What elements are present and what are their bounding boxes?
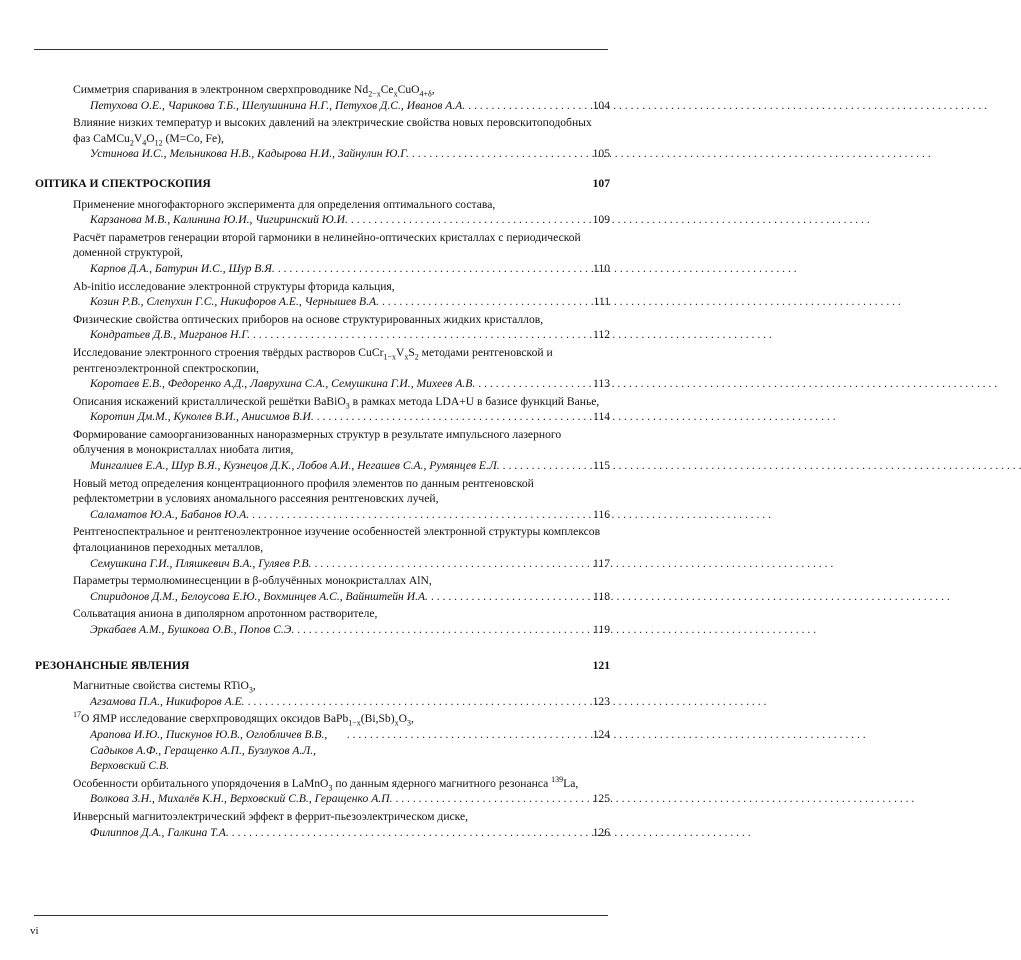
entry-title: Рентгеноспектральное и рентгеноэлектронное изучение особенностей электронной структуры комплексов фталоцианинов переходных металлов,	[73, 525, 601, 555]
dot-leader	[347, 727, 587, 743]
section-page: 121	[592, 658, 610, 672]
toc-entry	[54, 427, 610, 474]
toc-entry	[54, 606, 610, 637]
entry-page: 113	[593, 377, 610, 391]
toc-entry	[54, 524, 610, 571]
entry-authors: Семушкина Г.И., Пляшкевич В.А., Гуляев Р.В.	[90, 556, 312, 570]
entry-page: 116	[593, 507, 610, 521]
entry-page: 117	[593, 556, 610, 570]
entry-title: Инверсный магнитоэлектрический эффект в феррит-пьезоэлектрическом диске,	[73, 809, 469, 823]
entry-title: $^{17}$O ЯМР исследование сверхпроводящих оксидов $BaPb_{1-x}(Bi,Sb)_xO_3$,	[73, 710, 414, 728]
toc-entry	[54, 197, 610, 228]
toc-entry	[54, 230, 610, 277]
section-heading	[35, 658, 610, 674]
entry-authors: Спиридонов Д.М., Белоусова Е.Ю., Вохминцев А.С., Вайнштейн И.А.	[90, 589, 428, 603]
entry-page: 126	[592, 825, 610, 839]
entry-title: Исследование электронного строения твёрдых растворов $CuCr_{1-x}V_xS_2$ методами рентгеновской и рентгеноэлектронной спектроскопии,	[73, 345, 553, 375]
entry-page: 109	[592, 213, 610, 227]
entry-authors: Саламатов Ю.А., Бабанов Ю.А.	[90, 507, 250, 521]
entry-page: 110	[593, 261, 610, 275]
entry-page: 105	[592, 147, 610, 161]
entry-authors: Арапова И.Ю., Пискунов Ю.В., Оглобличев В.В., Садыков А.Ф., Геращенко А.П., Бузлуков А.Л., Верховский С.В.	[90, 727, 328, 773]
dot-leader	[431, 589, 587, 605]
entry-authors: Кондратьев Д.В., Мигранов Н.Г.	[90, 328, 250, 342]
bottom-rule	[34, 915, 608, 916]
toc-entry	[54, 678, 610, 709]
entry-page: 119	[593, 623, 610, 636]
dot-leader	[395, 791, 587, 807]
dot-leader	[248, 694, 587, 710]
section-title: РЕЗОНАНСНЫЕ ЯВЛЕНИЯ	[35, 658, 190, 672]
toc-content	[35, 82, 610, 842]
dot-leader	[278, 261, 587, 277]
toc-entry	[54, 776, 610, 807]
entry-title: Влияние низких температур и высоких давлений на электрические свойства новых перовскитоподобных фаз $CaMCu_2V_4O_{12}$ (M=Co, Fe),	[73, 116, 592, 148]
entry-page: 112	[593, 328, 610, 342]
entry-title: Применение многофакторного эксперимента для определения оптимального состава,	[73, 197, 496, 211]
entry-authors: Козин Р.В., Слепухин Г.С., Никифоров А.Е., Чернышев В.А.	[90, 295, 379, 309]
entry-authors: Коротин Дм.М., Куколев В.И., Анисимов В.И.	[90, 410, 314, 424]
entry-title: Расчёт параметров генерации второй гармоники в нелинейно-оптических кристаллах с периодической доменной структурой,	[73, 230, 581, 260]
toc-entry	[54, 711, 610, 773]
dot-leader	[412, 146, 587, 162]
dot-leader	[468, 98, 587, 114]
dot-leader	[317, 409, 587, 425]
entry-title: Новый метод определения концентрационного профиля элементов по данным рентгеновской рефлектометрии в условиях аномального рассеяния рентгеновских лучей,	[73, 476, 534, 506]
entry-page: 111	[593, 295, 610, 309]
page-number: vi	[30, 925, 39, 937]
entry-title: Физические свойства оптических приборов на основе структурированных жидких кристаллов,	[73, 312, 544, 326]
toc-entry	[54, 312, 610, 343]
toc-entry	[54, 279, 610, 310]
dot-leader	[314, 556, 587, 572]
entry-authors: Устинова И.С., Мельникова Н.В., Кадырова Н.И., Зайнулин Ю.Г.	[90, 147, 409, 161]
entry-authors: Карзанова М.В., Калинина Ю.И., Чигиринский Ю.И.	[90, 213, 348, 227]
dot-leader	[351, 212, 587, 228]
top-rule	[34, 49, 608, 50]
dot-leader	[232, 825, 587, 841]
entry-page: 118	[593, 589, 610, 603]
dot-leader	[253, 327, 587, 343]
entry-authors: Волкова З.Н., Михалёв К.Н., Верховский С.В., Геращенко А.П.	[90, 792, 393, 806]
entry-title: Формирование самоорганизованных наноразмерных структур в результате импульсного лазерного облучения в монокристаллах ниобата лития,	[73, 427, 562, 457]
entry-title: Описания искажений кристаллической решётки BaBiO$_3$ в рамках метода LDA+U в базисе функций Ванье,	[73, 394, 600, 410]
entry-page: 114	[593, 410, 610, 424]
dot-leader	[382, 294, 587, 310]
toc-entry	[54, 809, 610, 840]
entry-title: Сольватация аниона в диполярном апротонном растворителе,	[73, 607, 378, 621]
entry-page: 123	[592, 694, 610, 708]
entry-page: 125	[592, 792, 610, 806]
entry-title: Магнитные свойства системы RTiO$_3$,	[73, 679, 256, 695]
entry-authors: Мингалиев Е.А., Шур В.Я., Кузнецов Д.К., Лобов А.И., Негашев С.А., Румянцев Е.Л.	[90, 459, 500, 473]
section-heading	[35, 176, 610, 192]
entry-title: Особенности орбитального упорядочения в LaMnO$_3$ по данным ядерного магнитного резонанса $^{139}$La,	[73, 774, 579, 793]
dot-leader	[252, 507, 587, 523]
toc-entry	[54, 476, 610, 523]
entry-page: 115	[593, 459, 610, 473]
toc-entry	[54, 573, 610, 604]
entry-authors: Коротаев Е.В., Федоренко А.Д., Лаврухина С.А., Семушкина Г.И., Михеев А.В.	[90, 377, 476, 391]
entry-authors: Петухова О.Е., Чарикова Т.Б., Шелушинина Н.Г., Петухов Д.С., Иванов А.А.	[90, 98, 466, 112]
section-page: 107	[592, 176, 610, 190]
dot-leader	[478, 376, 587, 392]
entry-authors: Карпов Д.А., Батурин И.С., Шур В.Я.	[90, 261, 275, 275]
toc-entry	[54, 115, 610, 162]
dot-leader	[503, 458, 587, 474]
entry-authors: Эркабаев А.М., Бушкова О.В., Попов С.Э.	[90, 623, 295, 636]
entry-title: Параметры термолюминесценции в β-облучённых монокристаллах AlN,	[73, 574, 432, 588]
dot-leader	[297, 622, 587, 638]
entry-title: Ab-initio исследование электронной структуры фторида кальция,	[73, 279, 395, 293]
toc-entry	[54, 394, 610, 425]
section-title: ОПТИКА И СПЕКТРОСКОПИЯ	[35, 176, 211, 190]
entry-title: Симметрия спаривания в электронном сверхпроводнике $Nd_{2-x}Ce_xCuO_{4+\delta}$,	[73, 83, 435, 99]
entry-page: 104	[592, 98, 610, 112]
toc-entry	[54, 345, 610, 392]
entry-authors: Агзамова П.А., Никифоров А.Е.	[90, 694, 245, 708]
entry-page: 124	[592, 727, 610, 741]
toc-entry	[54, 82, 610, 113]
entry-authors: Филиппов Д.А., Галкина Т.А.	[90, 825, 229, 839]
